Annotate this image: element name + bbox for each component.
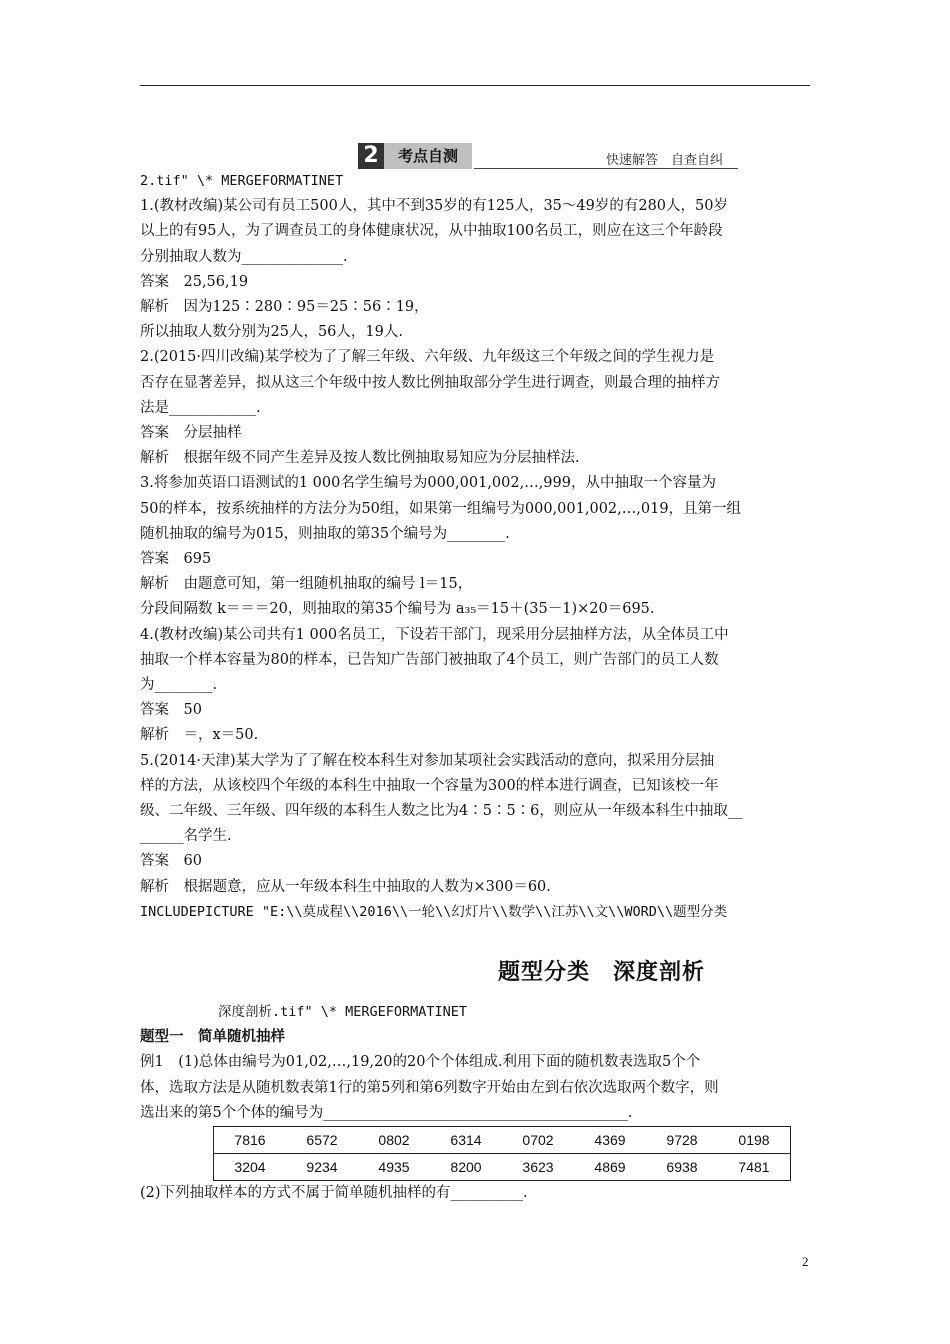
text-line: 法是____________. <box>140 399 261 416</box>
table-cell: 4369 <box>574 1127 646 1154</box>
text-line: 选出来的第5个个体的编号为__________________________________________. <box>140 1104 633 1121</box>
text-line: 样的方法，从该校四个年级的本科生中抽取一个容量为300的样本进行调查，已知该校一年 <box>140 777 719 794</box>
text-line: 4.(教材改编)某公司共有1 000名员工，下设若干部门，现采用分层抽样方法，从全体员工中 <box>140 626 729 643</box>
text-line: 1.(教材改编)某公司有员工500人，其中不到35岁的有125人，35～49岁的有280人，50岁 <box>140 198 728 215</box>
table-cell: 9234 <box>306 1159 338 1175</box>
table-cell: 7816 <box>214 1127 287 1154</box>
text-line: 分段间隔数 k＝＝＝20，则抽取的第35个编号为 a₃₅＝15＋(35－1)×20＝695. <box>140 601 655 618</box>
exercise-block <box>140 169 812 925</box>
field-code-line: 2.tif" \* MERGEFORMATINET <box>140 173 344 189</box>
analysis-line: 解析 根据题意，应从一年级本科生中抽取的人数为×300＝60. <box>140 878 551 895</box>
text-line: 随机抽取的编号为015，则抽取的第35个编号为________. <box>140 525 510 542</box>
table-cell: 8200 <box>450 1159 482 1175</box>
text-line: 3.将参加英语口语测试的1 000名学生编号为000,001,002,…,999，从中抽取一个容量为 <box>140 475 716 492</box>
section-heading: 题型分类 深度剖析 <box>498 960 706 985</box>
table-cell: 0702 <box>502 1127 574 1154</box>
answer-line: 答案 695 <box>140 551 212 568</box>
text-line: 为________. <box>140 677 218 694</box>
text-line: 2.(2015·四川改编)某学校为了了解三年级、六年级、九年级这三个年级之间的学生视力是 <box>140 349 715 366</box>
text-line: 所以抽取人数分别为25人，56人，19人. <box>140 324 403 341</box>
text-line: 以上的有95人，为了调查员工的身体健康状况，从中抽取100名员工，则应在这三个年龄段 <box>140 223 723 240</box>
answer-line: 答案 60 <box>140 853 202 870</box>
text-line: 分别抽取人数为______________. <box>140 248 348 265</box>
table-row <box>214 1127 791 1154</box>
table-cell: 7481 <box>738 1159 770 1175</box>
page-number: 2 <box>802 1254 809 1269</box>
text-line: 50的样本，按系统抽样的方法分为50组，如果第一组编号为000,001,002,…,019，且第一组 <box>140 500 742 517</box>
analysis-line: 解析 因为125∶280∶95＝25∶56∶19， <box>140 299 429 316</box>
answer-line: 答案 25,56,19 <box>140 273 249 290</box>
topic-heading: 题型一 简单随机抽样 <box>140 1029 285 1046</box>
text-line: ______名学生. <box>140 828 232 845</box>
table-cell: 9728 <box>646 1127 718 1154</box>
text-line: 抽取一个样本容量为80的样本，已告知广告部门被抽取了4个员工，则广告部门的员工人数 <box>140 651 719 668</box>
section-banner <box>358 143 738 171</box>
answer-line: 答案 分层抽样 <box>140 425 242 442</box>
random-number-table <box>213 1126 791 1181</box>
text-line: 体，选取方法是从随机数表第1行的第5列和第6列数字开始由左到右依次选取两个数字，则 <box>140 1079 719 1096</box>
banner-number: 2 <box>358 143 384 169</box>
analysis-line: 解析 由题意可知，第一组随机抽取的编号 l＝15， <box>140 576 473 593</box>
banner-title: 考点自测 <box>384 143 472 169</box>
top-rule <box>140 85 810 86</box>
question-line: (2)下列抽取样本的方式不属于简单随机抽样的有__________. <box>140 1185 528 1201</box>
analysis-line: 解析 根据年级不同产生差异及按人数比例抽取易知应为分层抽样法. <box>140 450 580 467</box>
banner-subtitle: 快速解答 自查自纠 <box>606 153 724 168</box>
field-code-line: 深度剖析.tif" \* MERGEFORMATINET <box>218 1004 468 1020</box>
table-cell: 3623 <box>522 1159 554 1175</box>
example-block <box>140 1000 812 1126</box>
table-cell: 6938 <box>666 1159 698 1175</box>
table-cell: 0802 <box>358 1127 430 1154</box>
analysis-line: 解析 ＝，x＝50. <box>140 727 259 744</box>
table-cell: 6314 <box>430 1127 502 1154</box>
table-cell: 4935 <box>378 1159 410 1175</box>
text-line: 例1 (1)总体由编号为01,02,…,19,20的20个个体组成.利用下面的随机数表选取5个个 <box>140 1054 701 1071</box>
text-line: 否存在显著差异，拟从这三个年级中按人数比例抽取部分学生进行调查，则最合理的抽样方 <box>140 374 720 391</box>
text-line: 级、二年级、三年级、四年级的本科生人数之比为4∶5∶5∶6，则应从一年级本科生中抽取__ <box>140 803 743 820</box>
field-code-line: INCLUDEPICTURE "E:\\莫成程\\2016\\一轮\\幻灯片\\数学\\江苏\\文\\WORD\\题型分类 <box>140 903 728 920</box>
table-row <box>214 1154 791 1181</box>
table-cell: 4869 <box>594 1159 626 1175</box>
table-cell: 0198 <box>718 1127 791 1154</box>
table-cell: 6572 <box>286 1127 358 1154</box>
answer-line: 答案 50 <box>140 702 202 719</box>
table-cell: 3204 <box>234 1159 266 1175</box>
text-line: 5.(2014·天津)某大学为了了解在校本科生对参加某项社会实践活动的意向，拟采用分层抽 <box>140 752 715 769</box>
